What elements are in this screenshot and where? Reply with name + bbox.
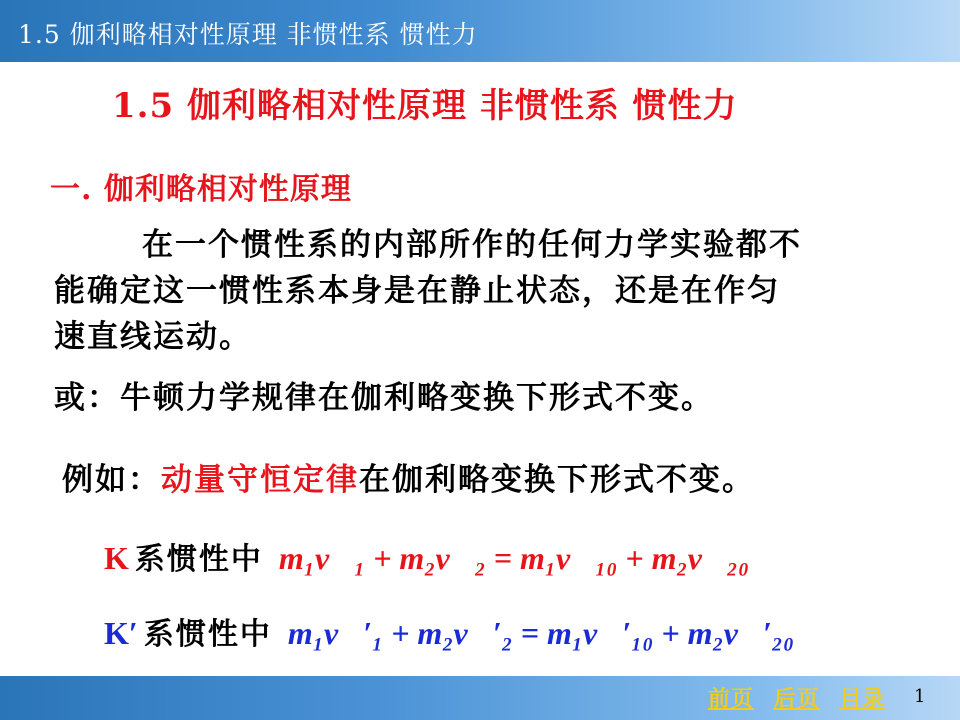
principle-line-2: 能确定这一惯性系本身是在静止状态，还是在作匀: [54, 273, 780, 309]
example-highlight: 动量守恒定律: [161, 462, 359, 498]
equation-kprime-frame: [104, 609, 794, 653]
example-suffix: 在伽利略变换下形式不变。: [359, 462, 755, 498]
frame-symbol-kprime: K′: [104, 615, 138, 651]
example-prefix: 例如：: [62, 462, 161, 498]
next-page-link[interactable]: 后页: [773, 686, 820, 712]
example-statement: [62, 454, 755, 499]
header-title: 1.5 伽利略相对性原理 非惯性系 惯性力: [18, 20, 478, 49]
frame-label-k: 系惯性中: [134, 542, 263, 577]
principle-line-3: 速直线运动。: [54, 319, 252, 355]
alternative-statement: 或：牛顿力学规律在伽利略变换下形式不变。: [54, 380, 714, 416]
header-bar: [0, 0, 960, 62]
prev-page-link[interactable]: 前页: [708, 686, 755, 712]
equation-k-frame: [104, 534, 749, 578]
momentum-formula-k: m₁v⃗₁ + m₂v⃗₂ = m₁v⃗₁₀ + m₂v⃗₂₀: [278, 540, 750, 576]
frame-label-kprime: 系惯性中: [143, 617, 272, 652]
toc-link[interactable]: 目录: [839, 686, 886, 712]
momentum-formula-kprime: m₁v⃗′₁ + m₂v⃗′₂ = m₁v⃗′₁₀ + m₂v⃗′₂₀: [287, 615, 795, 651]
section-heading: 一. 伽利略相对性原理: [50, 172, 352, 207]
page-number: 1: [914, 686, 926, 707]
principle-line-1: 在一个惯性系的内部所作的任何力学实验都不: [142, 227, 802, 263]
slide-navigation: [708, 682, 897, 713]
frame-symbol-k: K: [104, 540, 129, 576]
page-title: 1.5 伽利略相对性原理 非惯性系 惯性力: [112, 86, 738, 126]
principle-statement: [54, 222, 894, 360]
